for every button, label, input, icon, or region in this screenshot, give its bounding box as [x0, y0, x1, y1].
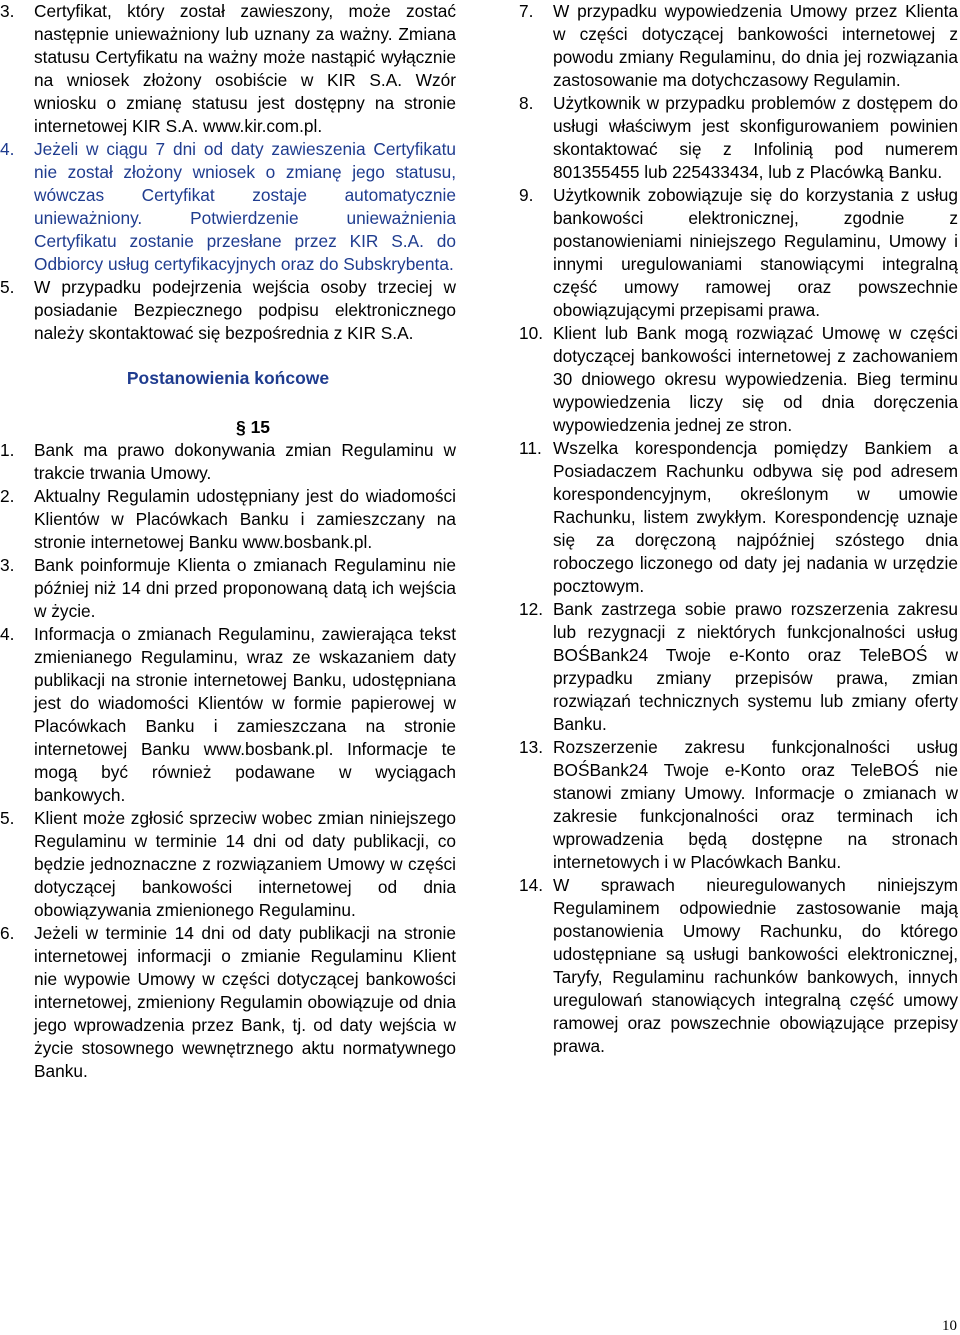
- item-number: 5.: [0, 277, 15, 297]
- item-text: Bank poinformuje Klienta o zmianach Regulaminu nie później niż 14 dni przed proponowaną datą ich wejścia w życie.: [34, 555, 456, 621]
- item-text: Użytkownik zobowiązuje się do korzystania z usług bankowości elektronicznej, zgodnie z postanowieniami niniejszego Regulaminu, Umowy i innymi uregulowaniami stanowiącymi integralną część umowy ramowej oraz powszechnie obowiązującymi przepisami prawa.: [553, 185, 958, 320]
- list-item: [0, 807, 456, 922]
- item-text: W sprawach nieuregulowanych niniejszym Regulaminem odpowiednie zastosowanie mają postanowienia Umowy Rachunku, do którego udostępniane są usługi bankowości elektronicznej, Taryfy, Regulaminu rachunków bankowych, innych uregulowań stanowiących integralną część umowy ramowej oraz powszechnie obowiązujące przepisy prawa.: [553, 875, 958, 1056]
- list-item: [0, 138, 456, 276]
- list-item: [0, 485, 456, 554]
- section-heading: Postanowienia końcowe: [126, 368, 330, 388]
- item-text: Certyfikat, który został zawieszony, może zostać następnie unieważniony lub uznany za ważny. Zmiana statusu Certyfikatu na ważny może nastąpić wyłącznie na wniosek złożony osobiście w KIR S.A. Wzór wniosku o zmianę statusu jest dostępny na stronie internetowej KIR S.A. www.kir.com.pl.: [34, 1, 456, 136]
- item-number: 3.: [0, 1, 15, 21]
- item-number: 10.: [519, 323, 544, 343]
- list-item: [521, 184, 958, 322]
- item-number: 11.: [519, 438, 542, 458]
- item-number: 6.: [0, 923, 15, 943]
- item-text: Jeżeli w ciągu 7 dni od daty zawieszenia Certyfikatu nie został złożony wniosek o zmianę jego statusu, wówczas Certyfikat zostaje automatycznie unieważniony. Potwierdzenie unieważnienia Certyfikatu zostanie przesłane przez KIR S.A. do Odbiorcy usług certyfikacyjnych oraz do Subskrybenta.: [34, 139, 456, 274]
- item-text: Rozszerzenie zakresu funkcjonalności usług BOŚBank24 Twoje e-Konto oraz TeleBOŚ nie stanowi zmiany Umowy. Informacje o zmianach w zakresie funkcjonalności oraz terminach ich wprowadzenia będą dostępne na stronach internetowych i w Placówkach Banku.: [553, 737, 958, 872]
- item-number: 12.: [519, 599, 544, 619]
- item-text: Bank zastrzega sobie prawo rozszerzenia zakresu lub rezygnacji z niektórych funkcjonalności usług BOŚBank24 Twoje e-Konto oraz TeleBOŚ w przypadku zmiany przepisów prawa, zmian rozwiązań technicznych systemu lub zmiany oferty Banku.: [553, 599, 958, 734]
- list-item: [0, 922, 456, 1083]
- item-number: 13.: [519, 737, 544, 757]
- list-item: [521, 437, 958, 598]
- item-text: Wszelka korespondencja pomiędzy Bankiem a Posiadaczem Rachunku odbywa się pod adresem korespondencyjnym, określonym w umowie Rachunku, listem zwykłym. Korespondencję uznaje się za doręczoną najpóźniej szóstego dnia roboczego liczonego od daty jej nadania w urzędzie pocztowym.: [553, 438, 958, 596]
- left-column: [0, 0, 456, 1083]
- list-item: [521, 92, 958, 184]
- item-text: Bank ma prawo dokonywania zmian Regulaminu w trakcie trwania Umowy.: [34, 440, 456, 483]
- item-number: 3.: [0, 555, 15, 575]
- item-text: Aktualny Regulamin udostępniany jest do wiadomości Klientów w Placówkach Banku i zamieszczany na stronie internetowej Banku www.bosbank.pl.: [34, 486, 456, 552]
- item-text: Klient może zgłosić sprzeciw wobec zmian niniejszego Regulaminu w terminie 14 dni od daty publikacji, co będzie jednoznaczne z rozwiązaniem Umowy w części dotyczącej bankowości internetowej od dnia obowiązywania zmienionego Regulaminu.: [34, 808, 456, 920]
- item-text: Jeżeli w terminie 14 dni od daty publikacji na stronie internetowej informacji o zmianie Regulaminu Klient nie wypowie Umowy w części dotyczącej bankowości internetowej, zmieniony Regulamin obowiązuje od dnia jego wprowadzenia przez Bank, tj. od daty wejścia w życie stosownego wewnętrznego aktu normatywnego Banku.: [34, 923, 456, 1081]
- item-text: W przypadku wypowiedzenia Umowy przez Klienta w części dotyczącej bankowości internetowej z powodu zmiany Regulaminu, do dnia jej rozwiązania zastosowanie ma dotychczasowy Regulamin.: [553, 1, 958, 90]
- list-item: [0, 276, 456, 345]
- item-text: Użytkownik w przypadku problemów z dostępem do usługi właściwym jest skonfigurowaniem powinien skontaktować się z Infolinią pod numerem 801355455 lub 225433434, lub z Placówką Banku.: [553, 93, 958, 182]
- item-number: 4.: [0, 624, 15, 644]
- item-number: 4.: [0, 139, 15, 159]
- right-column: [521, 0, 958, 1058]
- page-number: 10: [942, 1318, 957, 1334]
- item-number: 8.: [519, 93, 534, 113]
- list-item: [521, 736, 958, 874]
- item-text: Klient lub Bank mogą rozwiązać Umowę w części dotyczącej bankowości internetowej z zachowaniem 30 dniowego okresu wypowiedzenia. Bieg terminu wypowiedzenia liczy się od dnia doręczenia wypowiedzenia jednej ze stron.: [553, 323, 958, 435]
- item-number: 2.: [0, 486, 15, 506]
- list-item: [521, 598, 958, 736]
- list-item: [0, 554, 456, 623]
- list-item: [521, 874, 958, 1058]
- list-item: [0, 623, 456, 807]
- item-number: 1.: [0, 440, 15, 460]
- item-number: 5.: [0, 808, 15, 828]
- list-item: [521, 0, 958, 92]
- item-text: W przypadku podejrzenia wejścia osoby trzeciej w posiadanie Bezpiecznego podpisu elektronicznego należy skontaktować się bezpośrednia z KIR S.A.: [34, 277, 456, 343]
- item-number: 14.: [519, 875, 544, 895]
- list-item: [0, 439, 456, 485]
- list-item: [0, 0, 456, 138]
- list-item: [521, 322, 958, 437]
- section-number: § 15: [235, 417, 271, 437]
- item-number: 9.: [519, 185, 534, 205]
- item-text: Informacja o zmianach Regulaminu, zawierająca tekst zmienianego Regulaminu, wraz ze wskazaniem daty publikacji na stronie internetowej Banku, udostępniana jest do wiadomości Klientów w formie papierowej w Placówkach Banku i zamieszczana na stronie internetowej Banku www.bosbank.pl. Informacje te mogą być również podawane w wyciągach bankowych.: [34, 624, 456, 805]
- item-number: 7.: [519, 1, 534, 21]
